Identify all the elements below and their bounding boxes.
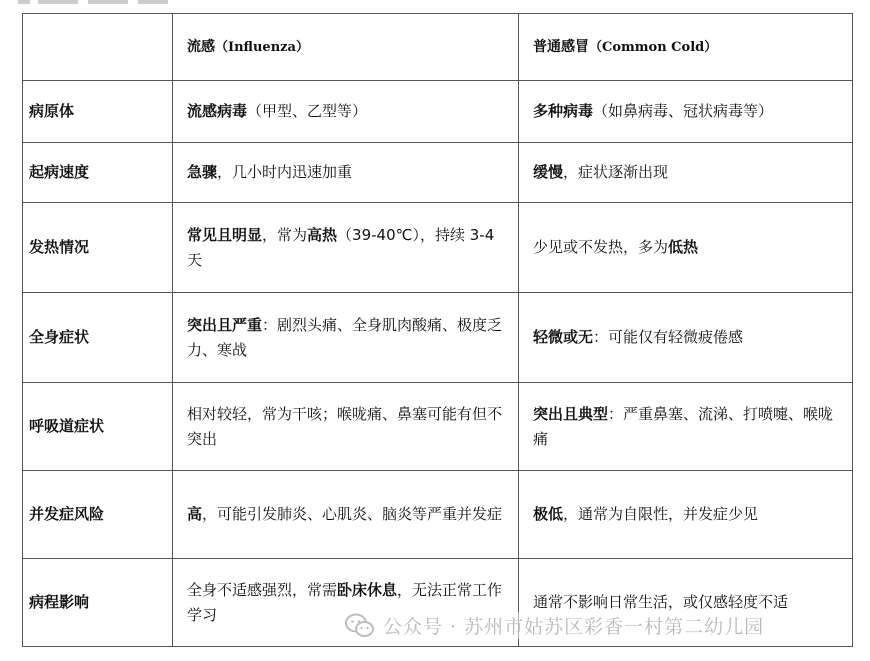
- cell-text: ，可能引发肺炎、心肌炎、脑炎等严重并发症: [202, 505, 503, 523]
- common-cold-cell: [519, 81, 853, 143]
- table-row: [23, 293, 853, 383]
- common-cold-cell: [519, 203, 853, 293]
- emphasis-text: 突出且严重: [187, 315, 263, 334]
- emphasis-text: 多种病毒: [533, 102, 594, 120]
- cell-text: （甲型、乙型等）: [247, 102, 368, 120]
- influenza-cell: [173, 293, 519, 383]
- row-label: 发热情况: [23, 203, 173, 293]
- header-cold-cn: 普通感冒: [533, 38, 589, 55]
- header-influenza: [173, 14, 519, 81]
- cell-text: （39-40℃），持续 3-4 天: [187, 225, 495, 269]
- common-cold-cell: [519, 293, 853, 383]
- header-corner-cell: [23, 14, 173, 81]
- watermark-text: 公众号 · 苏州市姑苏区彩香一村第二幼儿园: [383, 616, 765, 638]
- common-cold-cell: [519, 471, 853, 559]
- cell-text: ：严重鼻塞、流涕、打喷嚏、喉咙痛: [533, 404, 834, 448]
- emphasis-text: 轻微或无: [533, 328, 594, 346]
- cell-text: ，几小时内迅速加重: [217, 163, 353, 181]
- influenza-cell: [173, 143, 519, 203]
- cell-text: 通常不影响日常生活，或仅感轻度不适: [533, 593, 789, 611]
- wechat-icon: [345, 613, 375, 639]
- row-label: 呼吸道症状: [23, 383, 173, 471]
- common-cold-cell: [519, 383, 853, 471]
- header-influenza-cn: 流感: [187, 38, 215, 55]
- cell-text: 全身不适感强烈，常需: [187, 580, 338, 599]
- cropped-title-remnant: [18, 0, 168, 4]
- table-header-row: [23, 14, 853, 81]
- emphasis-text: 高热: [307, 225, 338, 244]
- cell-text: ，常为: [262, 225, 308, 244]
- table-row: [23, 203, 853, 293]
- header-influenza-en: （Influenza）: [215, 39, 309, 55]
- comparison-table: [22, 13, 853, 647]
- watermark: [345, 612, 764, 639]
- table-row: [23, 471, 853, 559]
- header-common-cold: [519, 14, 853, 81]
- row-label: 病程影响: [23, 559, 173, 647]
- row-label: 并发症风险: [23, 471, 173, 559]
- cell-text: ，症状逐渐出现: [563, 163, 669, 181]
- row-label: 起病速度: [23, 143, 173, 203]
- emphasis-text: 极低: [533, 505, 564, 523]
- influenza-cell: [173, 383, 519, 471]
- table-row: [23, 383, 853, 471]
- emphasis-text: 卧床休息: [337, 580, 398, 599]
- cell-text: ，无法正常工作学习: [187, 580, 503, 624]
- row-label: 病原体: [23, 81, 173, 143]
- cell-text: ：可能仅有轻微疲倦感: [593, 328, 744, 346]
- emphasis-text: 缓慢: [533, 163, 564, 181]
- emphasis-text: 高: [187, 505, 203, 523]
- cell-text: （如鼻病毒、冠状病毒等）: [593, 102, 774, 120]
- cell-text: ，通常为自限性，并发症少见: [563, 505, 759, 523]
- cell-text: 少见或不发热，多为: [533, 238, 669, 256]
- emphasis-text: 低热: [668, 238, 699, 256]
- cell-text: 相对较轻，常为干咳；喉咙痛、鼻塞可能有但不突出: [187, 404, 503, 448]
- table-row: [23, 81, 853, 143]
- influenza-cell: [173, 81, 519, 143]
- emphasis-text: 流感病毒: [187, 102, 248, 120]
- emphasis-text: 常见且明显: [187, 225, 263, 244]
- header-cold-en: （Common Cold）: [589, 39, 718, 55]
- table-row: [23, 143, 853, 203]
- common-cold-cell: [519, 143, 853, 203]
- influenza-cell: [173, 203, 519, 293]
- emphasis-text: 急骤: [187, 163, 218, 181]
- row-label: 全身症状: [23, 293, 173, 383]
- influenza-cell: [173, 471, 519, 559]
- emphasis-text: 突出且典型: [533, 404, 609, 423]
- cell-text: ：剧烈头痛、全身肌肉酸痛、极度乏力、寒战: [187, 315, 503, 359]
